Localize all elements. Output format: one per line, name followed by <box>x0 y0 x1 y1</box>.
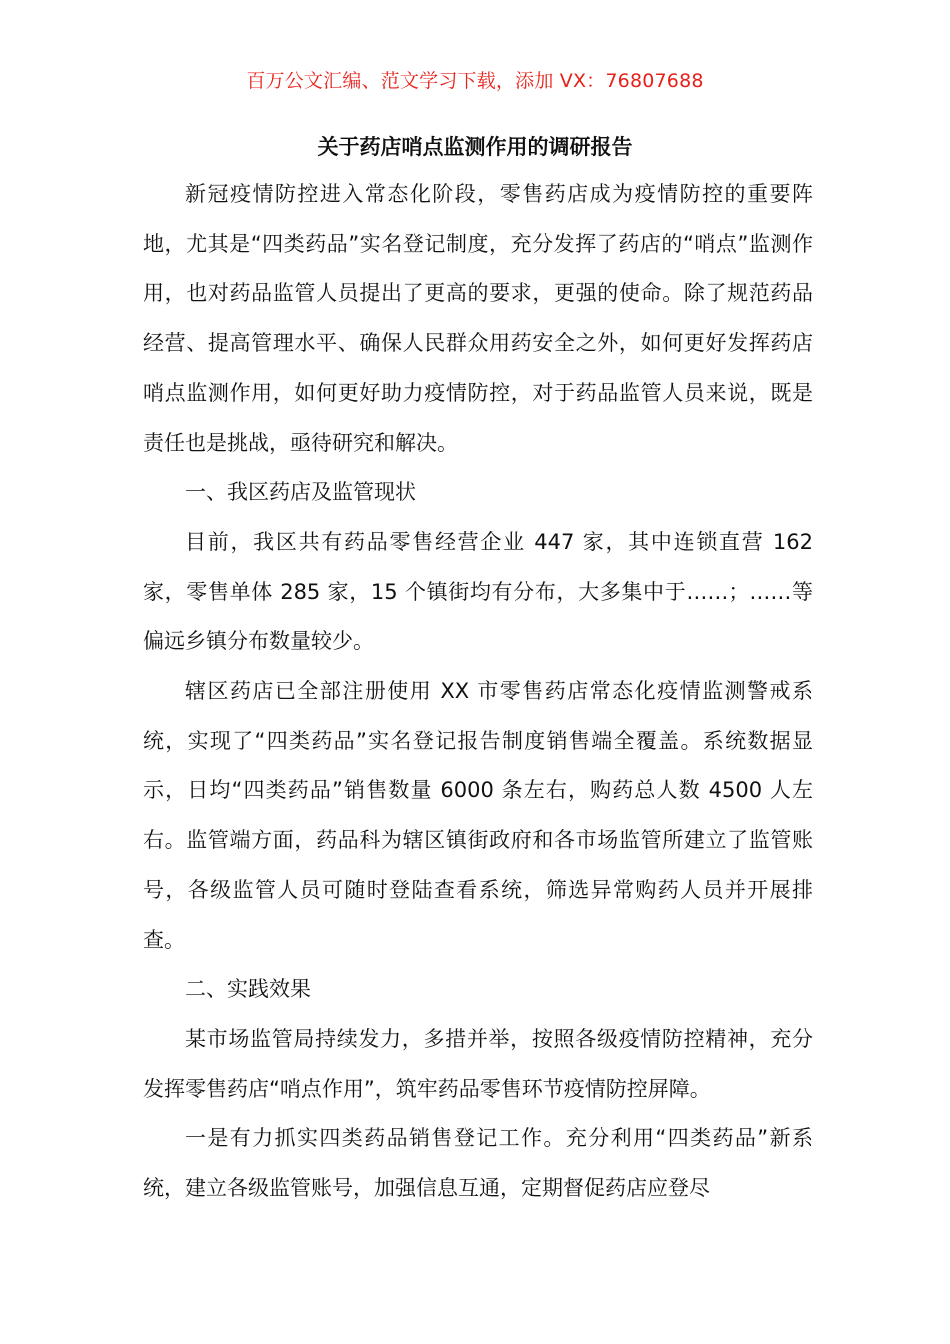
document-title: 关于药店哨点监测作用的调研报告 <box>317 135 633 159</box>
paragraph-intro: 新冠疫情防控进入常态化阶段，零售药店成为疫情防控的重要阵地，尤其是“四类药品”实名登记制度，充分发挥了药店的“哨点”监测作用，也对药品监管人员提出了更高的要求，更强的使命。除了规范药品经营、提高管理水平、确保人民群众用药安全之外，如何更好发挥药店哨点监测作用，如何更好助力疫情防控，对于药品监管人员来说，既是责任也是挑战，亟待研究和解决。 <box>143 182 813 455</box>
header-banner: 百万公文汇编、范文学习下载，添加 VX：76807688 <box>246 70 704 92</box>
document-body <box>143 170 813 1214</box>
section-heading-2: 二、实践效果 <box>185 977 311 1002</box>
paragraph-current-status: 目前，我区共有药品零售经营企业 447 家，其中连锁直营 162 家，零售单体 285 家，15 个镇街均有分布，大多集中于……；……等偏远乡镇分布数量较少。 <box>143 529 813 654</box>
section-heading-1: 一、我区药店及监管现状 <box>185 480 416 505</box>
paragraph-system-usage: 辖区药店已全部注册使用 XX 市零售药店常态化疫情监测警戒系统，实现了“四类药品”实名登记报告制度销售端全覆盖。系统数据显示，日均“四类药品”销售数量 6000 条左右，购药总人数 4500 人左右。监管端方面，药品科为辖区镇街政府和各市场监管所建立了监管账号，各级监管人员可随时登陆查看系统，筛选异常购药人员并开展排查。 <box>143 679 813 952</box>
paragraph-practice: 某市场监管局持续发力，多措并举，按照各级疫情防控精神，充分发挥零售药店“哨点作用”，筑牢药品零售环节疫情防控屏障。 <box>143 1026 813 1101</box>
paragraph-measure-1: 一是有力抓实四类药品销售登记工作。充分利用“四类药品”新系统，建立各级监管账号，加强信息互通，定期督促药店应登尽 <box>143 1126 813 1201</box>
